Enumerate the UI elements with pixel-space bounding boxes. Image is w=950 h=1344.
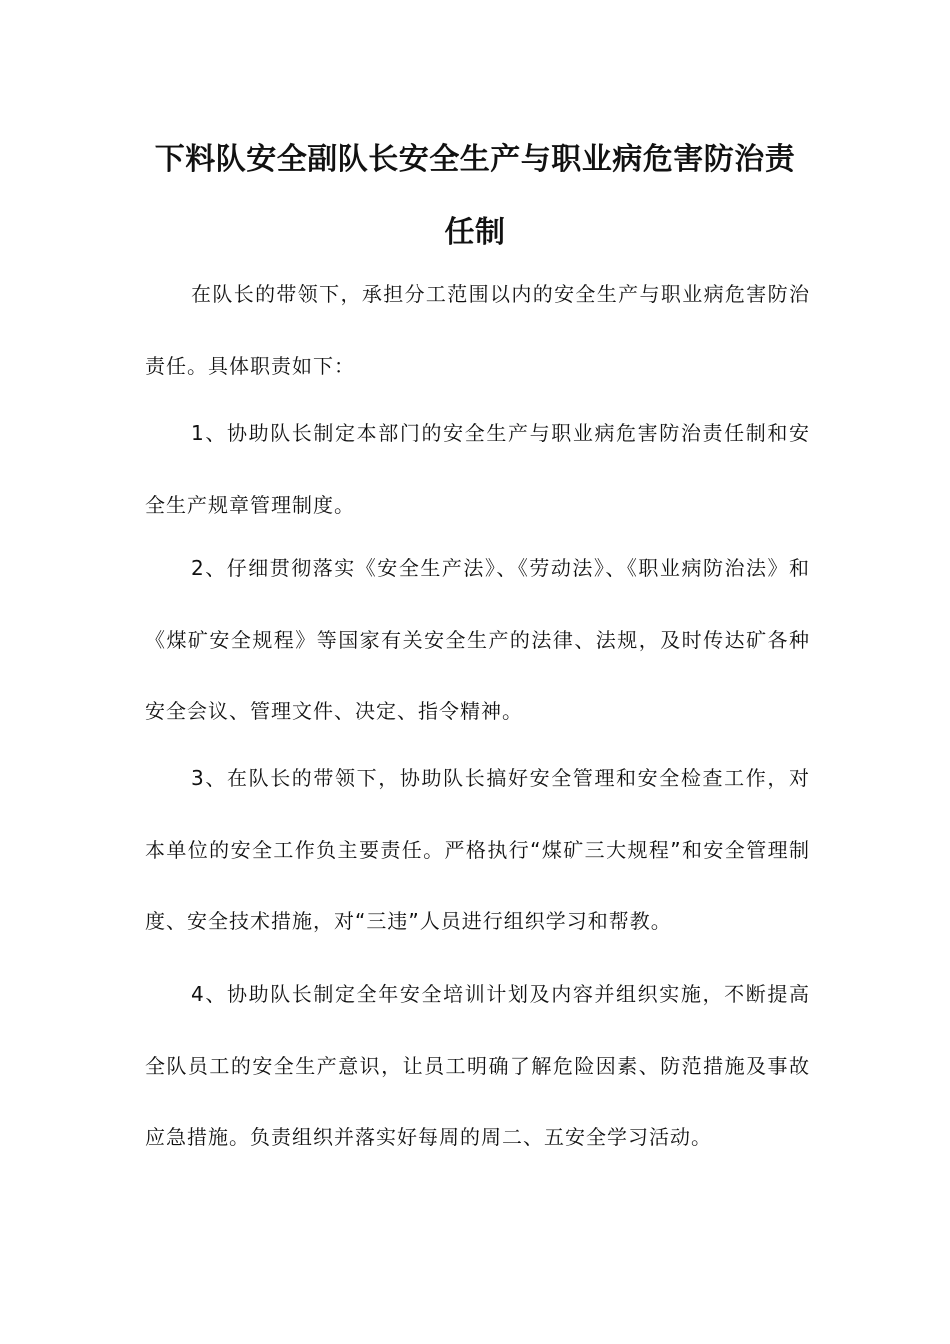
duty-paragraph-1: 1、协助队长制定本部门的安全生产与职业病危害防治责任制和安全生产规章管理制度。 xyxy=(145,421,810,517)
document-title-line2: 任制 xyxy=(444,215,506,250)
intro-paragraph: 在队长的带领下，承担分工范围以内的安全生产与职业病危害防治责任。具体职责如下： xyxy=(145,282,810,378)
duty-paragraph-3: 3、在队长的带领下，协助队长搞好安全管理和安全检查工作，对本单位的安全工作负主要责任。严格执行“煤矿三大规程”和安全管理制度、安全技术措施，对“三违”人员进行组织学习和帮教。 xyxy=(145,766,810,933)
duty-paragraph-2: 2、仔细贯彻落实《安全生产法》、《劳动法》、《职业病防治法》和《煤矿安全规程》等国家有关安全生产的法律、法规，及时传达矿各种安全会议、管理文件、决定、指令精神。 xyxy=(145,556,810,723)
document-title-line1: 下料队安全副队长安全生产与职业病危害防治责 xyxy=(154,142,796,177)
duty-paragraph-4: 4、协助队长制定全年安全培训计划及内容并组织实施，不断提高全队员工的安全生产意识，让员工明确了解危险因素、防范措施及事故应急措施。负责组织并落实好每周的周二、五安全学习活动。 xyxy=(145,982,810,1149)
